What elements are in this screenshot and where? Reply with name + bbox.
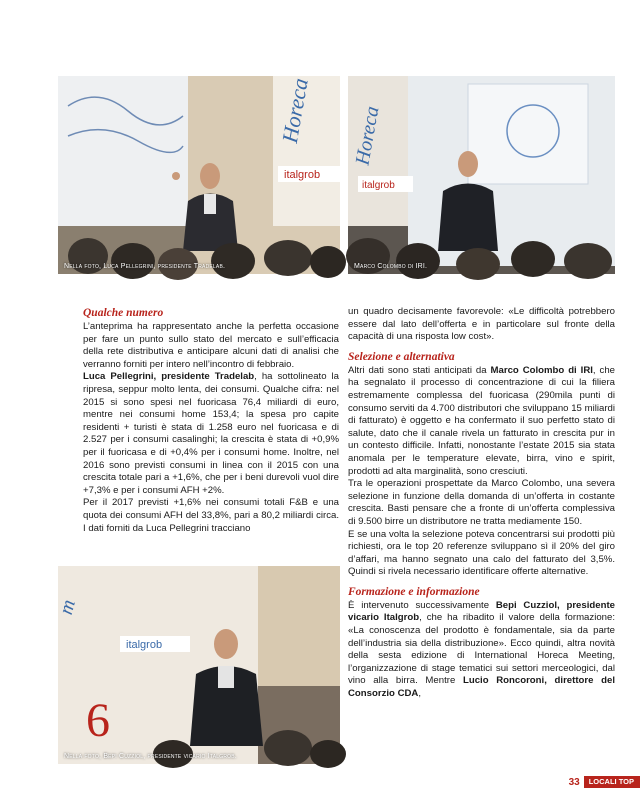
paragraph-text: Altri dati sono stati anticipati da [348, 364, 491, 376]
svg-text:m: m [54, 597, 80, 617]
paragraph-text: , [418, 688, 422, 700]
photo-scene [54, 566, 340, 764]
section-heading: Qualche numero [83, 307, 164, 319]
left-column [83, 306, 339, 535]
speaker-name: Luca Pellegrini, presidente Tradelab [83, 371, 255, 383]
paragraph: E se una volta la selezione poteva concentrarsi sui prodotti più richiesti, ora le top 20 referenze sviluppano sì il 20% del giro d’affari, ma hanno segnato una calo del fatturato del 3,5%. Quindi si rivela necessario identificare offerte alternative. [348, 528, 615, 578]
svg-text:Horeca: Horeca [351, 104, 384, 167]
paragraph-text: , ha sottolineato la ripresa, seppur molto lenta, dei consumi. Qualche cifra: nel 2015 si sono spesi nel fuoricasa 76,4 miliardi di euro, mentre nei consumi home 153,4; la spesa pro capite residenti + turisti è stata di 1.258 euro nel fuoricasa e di 2.527 per i consumi casalinghi; la crescita è stata di +0,9% per il fuoricasa e di +0,4% per i consumi home. Inoltre, nel 2016 sono previsti consumi in linea con il 2015 con una crescita totale pari a +1,6%, che per i beni durevoli vuol dire +7,3% e per i consumi AFH +2%. [83, 371, 339, 496]
paragraph [83, 371, 339, 497]
photo-caption: Nella foto, Luca Pellegrini, presidente Tradelab. [64, 263, 226, 270]
page-number: 33 [568, 776, 580, 788]
photo-luca-pellegrini [58, 76, 340, 274]
photo-bepi-cuzziol [54, 566, 340, 764]
svg-text:italgrob: italgrob [362, 180, 395, 191]
speaker-name: Bepi Cuzziol, presidente vicario Italgrob [348, 599, 615, 624]
paragraph: L’anteprima ha rappresentato anche la perfetta occasione per fare un punto sullo stato del mercato e sull’efficacia della rete distributiva e anticipare alcuni dati di analisi che verranno forniti per intero nell’incontro di febbraio. [83, 321, 339, 370]
photo-marco-colombo [348, 76, 615, 274]
paragraph-text: , che ha ribadito il valore della formazione: «La conoscenza del prodotto è fondamentale, sia da parte dell’industria sia della distribuzione». Ecco quindi, altra novità della sesta edizione di International Horeca Meeting, l’organizzazione di stage tematici sui settori merceologici, dal vino alla birra. Mentre [348, 612, 615, 687]
paragraph: Per il 2017 previsti +1,6% nei consumi totali F&B e una quota dei consumi AFH del 33,8%, pari a 80,2 miliardi circa. I dati forniti da Luca Pellegrini tracciano [83, 497, 339, 534]
photo-caption: Nella foto, Bepi Cuzziol, presidente vicario Italgrob. [64, 753, 237, 760]
svg-text:italgrob: italgrob [126, 639, 163, 651]
photo-scene [58, 76, 340, 274]
paragraph [348, 365, 615, 478]
photo-caption: Marco Colombo di IRI. [354, 263, 428, 270]
svg-text:italgrob: italgrob [284, 169, 321, 181]
publication-tag: LOCALI TOP [584, 776, 640, 788]
speaker-name: Marco Colombo di IRI [490, 364, 593, 376]
right-column [348, 306, 615, 701]
paragraph-text: , che ha segnalato il processo di concentrazione di cui la filiera estremamente complessa del fuoricasa (290mila punti di consumo serviti da 4.700 distributori che sviluppano 15 miliardi di fatturato) è oggetto e ha confermato il suo perfetto stato di salute, dato che il canale rivela un fatturato in crescita pur in un contesto difficile. Infatti, nonostante l’estate 2015 sia stata anomala per le temperature elevate, birra, vino e spirit, prodotti ad alta marginalità, sono cresciuti. [348, 364, 615, 477]
paragraph: Tra le operazioni prospettate da Marco Colombo, una severa selezione in funzione della domanda di un’offerta in costante crescita. Basti pensare che a fronte di un’offerta complessiva di 9.500 birre un distributore ne tratta mediamente 150. [348, 478, 615, 527]
paragraph-text: È intervenuto successivamente [348, 599, 496, 611]
section-heading: Selezione e alternativa [348, 350, 455, 363]
photo-scene [348, 76, 615, 274]
page-footer [569, 776, 640, 788]
svg-text:6: 6 [86, 694, 110, 747]
speaker-name: Lucio Roncoroni, direttore del Consorzio CDA [348, 675, 615, 700]
paragraph [348, 600, 615, 701]
paragraph: un quadro decisamente favorevole: «Le difficoltà potrebbero essere dal lato dell’offerta e in particolare sul fronte della capacità di una risposta low cost». [348, 306, 615, 343]
svg-text:Horeca: Horeca [276, 76, 313, 145]
section-heading: Formazione e informazione [348, 585, 480, 598]
